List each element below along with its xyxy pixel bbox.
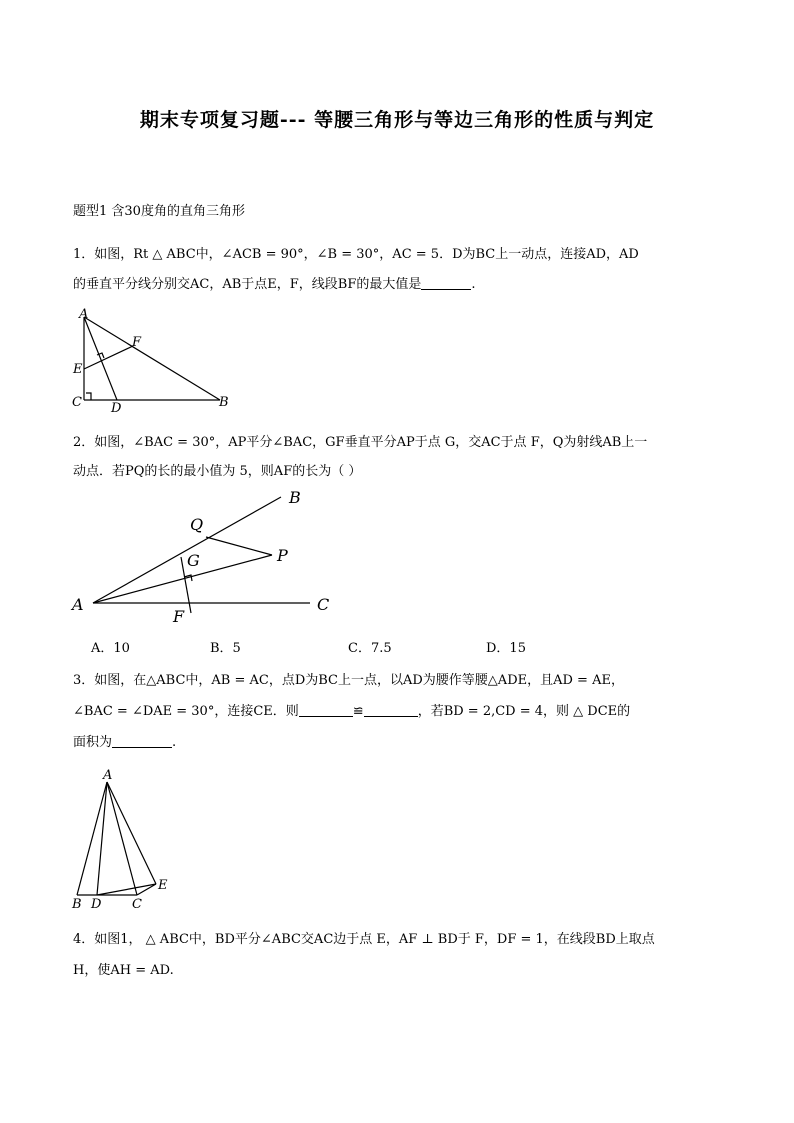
question-1-text: 的垂直平分线分别交AC，AB于点E，F，线段BF的最大值是	[73, 277, 422, 292]
q2-label-q: Q	[190, 515, 204, 534]
question-2-line-2: 动点．若PQ的长的最小值为 5，则AF的长为（ ）	[73, 464, 362, 479]
section-heading: 题型1 含30度角的直角三角形	[73, 204, 245, 219]
q3-label-c: C	[132, 897, 142, 912]
question-3-line-1: 3．如图，在△ABC中，AB = AC，点D为BC上一点，以AD为腰作等腰△ADE，且AD = AE，	[73, 673, 624, 688]
q2-label-b: B	[289, 488, 301, 507]
q2-label-p: P	[277, 546, 288, 565]
question-3-text-3: 面积为	[73, 735, 113, 750]
question-3-text: ∠BAC = ∠DAE = 30°，连接CE．则	[73, 704, 299, 719]
question-3-text-2: ，若BD = 2,CD = 4，则 △ DCE的	[417, 704, 631, 719]
option-d[interactable]: D．15	[486, 641, 526, 656]
question-4-line-2: H，使AH = AD.	[73, 963, 174, 978]
question-4-line-1: 4．如图1， △ ABC中，BD平分∠ABC交AC边于点 E，AF ⊥ BD于 F，DF = 1，在线段BD上取点	[73, 932, 655, 947]
q2-label-a: A	[72, 595, 84, 614]
q2-label-c: C	[317, 595, 330, 614]
q1-label-e: E	[73, 362, 83, 377]
q3-label-a: A	[103, 768, 113, 783]
page-title: 期末专项复习题--- 等腰三角形与等边三角形的性质与判定	[139, 109, 655, 131]
q1-label-b: B	[219, 395, 229, 410]
q1-label-a: A	[79, 307, 89, 322]
q3-label-b: B	[72, 897, 82, 912]
q2-label-f: F	[173, 607, 185, 626]
q3-label-d: D	[91, 897, 102, 912]
question-2-line-1: 2．如图，∠BAC = 30°，AP平分∠BAC，GF垂直平分AP于点 G，交AC于点 F，Q为射线AB上一	[73, 435, 648, 450]
q1-label-c: C	[72, 395, 82, 410]
q2-label-g: G	[187, 551, 200, 570]
option-b[interactable]: B．5	[210, 641, 241, 656]
question-3-period: .	[172, 735, 177, 750]
q1-label-d: D	[111, 401, 122, 416]
question-1-line-1: 1．如图，Rt △ ABC中，∠ACB = 90°，∠B = 30°，AC = 5．D为BC上一动点，连接AD，AD	[73, 247, 639, 262]
option-a[interactable]: A．10	[91, 641, 130, 656]
q3-label-e: E	[158, 878, 168, 893]
question-1-period: .	[471, 277, 476, 292]
option-c[interactable]: C．7.5	[348, 641, 392, 656]
congruent-symbol: ≌	[352, 704, 364, 719]
q1-label-f: F	[132, 335, 142, 350]
